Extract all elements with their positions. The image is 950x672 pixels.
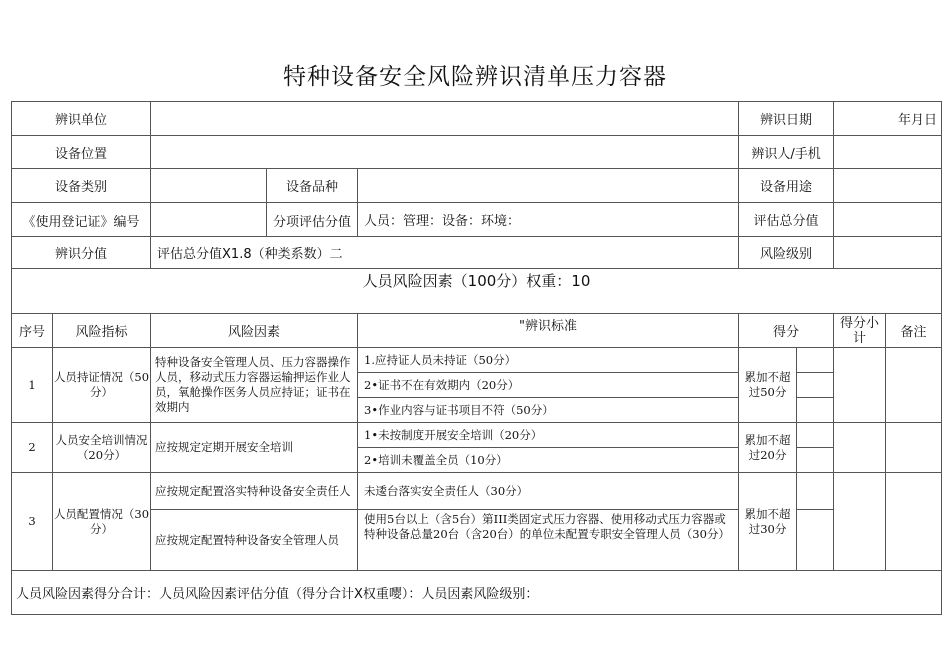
- table-row: [12, 348, 942, 373]
- score-formula: 评估总分值X1.8（种类系数）二: [151, 237, 739, 269]
- sub-eval-label-text: 分项评估分值: [273, 215, 352, 230]
- risk-identification-table: [11, 101, 942, 615]
- page-title: 特种设备安全风险辨识清单压力容器: [283, 64, 667, 90]
- group-1-indicator: 人员持证情况（50分）: [53, 348, 151, 423]
- group-1-criterion-2: 2•证书不在有效期内（20分）: [358, 373, 739, 398]
- header-no: 序号: [12, 314, 53, 348]
- group-1-factor: 特种设备安全管理人员、压力容器操作人员，移动式压力容器运输押运作业人员，氧舱操作医务人员应持证；证书在效期内: [151, 348, 358, 423]
- usage-label: 设备用途: [739, 169, 834, 203]
- group-2-criterion-1: 1•未按制度开展安全培训（20分）: [358, 423, 739, 448]
- header-remark: 备注: [886, 314, 942, 348]
- identify-unit-label: 辨识单位: [12, 102, 151, 136]
- section-title: 人员风险因素（100分）权重：10: [12, 269, 942, 293]
- group-1-subtotal[interactable]: [834, 348, 886, 423]
- group-3-subtotal[interactable]: [834, 473, 886, 571]
- table-row: [12, 510, 942, 571]
- group-2-remark[interactable]: [886, 423, 942, 473]
- group-1-score-1[interactable]: [797, 348, 834, 373]
- group-1-no: 1: [12, 348, 53, 423]
- group-3-indicator: 人员配置情况（30分）: [53, 473, 151, 571]
- group-3-criterion-2: 使用5台以上（含5台）第III类固定式压力容器、使用移动式压力容器或特种设备总量20台（含20台）的单位未配置专职安全管理人员（30分）: [364, 512, 730, 541]
- group-2-criterion-2: 2•培训未覆盖全员（10分）: [358, 448, 739, 473]
- sub-eval-value[interactable]: 人员：管理：设备：环境：: [358, 203, 739, 237]
- variety-label: 设备品种: [267, 169, 358, 203]
- group-2-no: 2: [12, 423, 53, 473]
- reg-cert-label: [12, 203, 151, 237]
- risk-level-field[interactable]: [834, 237, 942, 269]
- group-1-score-3[interactable]: [797, 398, 834, 423]
- usage-field[interactable]: [834, 169, 942, 203]
- group-2-score-1[interactable]: [797, 423, 834, 448]
- group-3-criterion-2-cell: [358, 510, 739, 571]
- risk-level-label: 风险级别: [739, 237, 834, 269]
- group-3-score-1[interactable]: [797, 473, 834, 510]
- group-3-criterion-1: 未逶台落实安全责任人（30分）: [358, 473, 739, 510]
- location-field[interactable]: [151, 136, 739, 169]
- category-label: 设备类别: [12, 169, 151, 203]
- group-3-factor-1: 应按规定配置洛实特种设备安全责任人: [151, 473, 358, 510]
- group-1-score-2[interactable]: [797, 373, 834, 398]
- total-eval-field[interactable]: [834, 203, 942, 237]
- total-eval-label: 评估总分值: [739, 203, 834, 237]
- group-1-remark[interactable]: [886, 348, 942, 423]
- table-row: [12, 423, 942, 448]
- group-3-factor-2: 应按规定配置特种设备安全管理人员: [151, 510, 358, 571]
- header-score: 得分: [739, 314, 834, 348]
- identify-date-value[interactable]: 年月日: [834, 102, 942, 136]
- identifier-label: 辨识人/手机: [739, 136, 834, 169]
- group-1-criterion-1: 1.应持证人员未持证（50分）: [358, 348, 739, 373]
- section-spacer: [12, 293, 942, 314]
- header-standard: "辨识标准: [358, 314, 739, 348]
- sub-eval-label: [267, 203, 358, 237]
- header-subtotal: 得分小计: [834, 314, 886, 348]
- header-indicator: 风险指标: [53, 314, 151, 348]
- identify-date-label: 辨识日期: [739, 102, 834, 136]
- reg-cert-field[interactable]: [151, 203, 267, 237]
- group-2-limit: 累加不超过20分: [739, 423, 797, 473]
- header-factor: 风险因素: [151, 314, 358, 348]
- group-2-subtotal[interactable]: [834, 423, 886, 473]
- category-field[interactable]: [151, 169, 267, 203]
- group-2-score-2[interactable]: [797, 448, 834, 473]
- group-1-criterion-3: 3•作业内容与证书项目不符（50分）: [358, 398, 739, 423]
- group-1-limit: 累加不超过50分: [739, 348, 797, 423]
- reg-cert-label-text: 《使用登记证》编号: [22, 215, 140, 230]
- group-3-score-2[interactable]: [797, 510, 834, 571]
- group-2-factor: 应按规定定期开展安全培训: [151, 423, 358, 473]
- identify-unit-field[interactable]: [151, 102, 739, 136]
- table-row: [12, 473, 942, 510]
- group-3-remark[interactable]: [886, 473, 942, 571]
- group-2-indicator: 人员安全培训情况（20分）: [53, 423, 151, 473]
- footer-summary: 人员风险因素得分合计：人员风险因素评估分值（得分合计X权重嘤）：人员因素风险级别：: [12, 571, 942, 615]
- location-label: 设备位置: [12, 136, 151, 169]
- group-3-no: 3: [12, 473, 53, 571]
- group-3-limit: 累加不超过30分: [739, 473, 797, 571]
- score-label: 辨识分值: [12, 237, 151, 269]
- variety-field[interactable]: [358, 169, 739, 203]
- identifier-field[interactable]: [834, 136, 942, 169]
